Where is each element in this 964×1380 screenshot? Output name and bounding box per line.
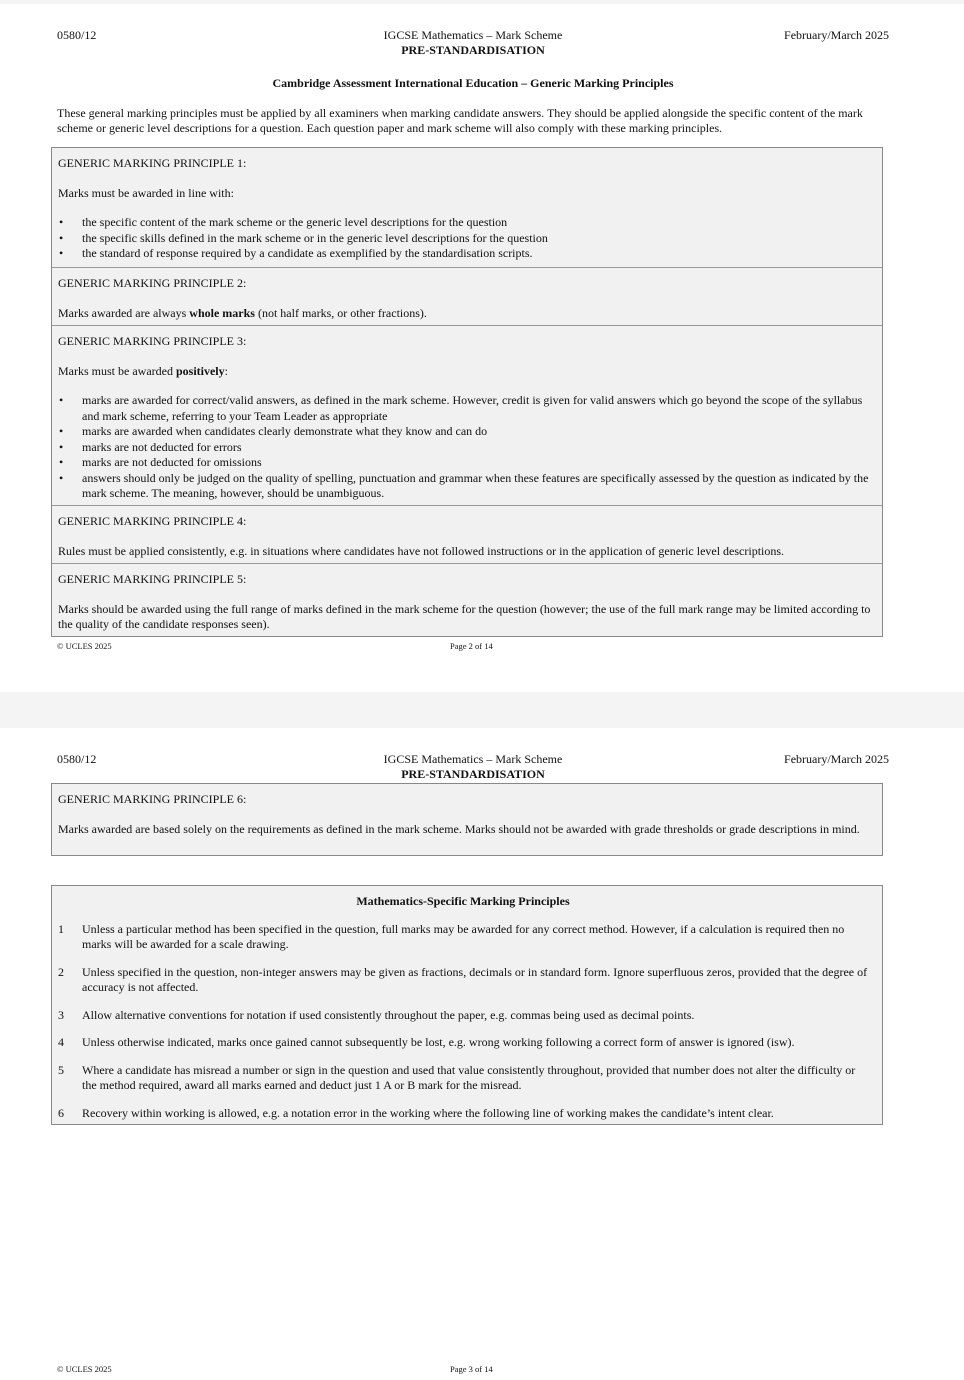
mathematics-principles-title: Mathematics-Specific Marking Principles — [356, 894, 570, 908]
list-item: • marks are awarded when candidates clearly demonstrate what they know and can do — [59, 424, 488, 438]
principle-2-text: Marks awarded are always whole marks (not half marks, or other fractions). — [58, 305, 427, 320]
list-item: • marks are not deducted for omissions — [59, 455, 262, 469]
bullet-icon: • — [59, 215, 64, 229]
principle-1-list — [58, 215, 872, 262]
principle-4-cell — [52, 506, 882, 564]
header-title: IGCSE Mathematics – Mark Scheme — [383, 28, 563, 42]
bullet-icon: • — [59, 424, 64, 438]
bullet-icon: • — [59, 230, 64, 245]
bullet-icon: • — [59, 393, 64, 407]
principle-1-heading: GENERIC MARKING PRINCIPLE 1: — [58, 156, 247, 170]
principle-1-lead: Marks must be awarded in line with: — [58, 185, 234, 200]
principle-2-cell — [52, 268, 882, 326]
header-title: IGCSE Mathematics – Mark Scheme — [383, 752, 563, 766]
document-page-3 — [0, 728, 964, 1380]
principle-3-list — [58, 393, 872, 502]
list-item: • the specific content of the mark scheme or the generic level descriptions for the question — [59, 215, 508, 229]
list-item: 5 Where a candidate has misread a number or sign in the question and used that value consistently throughout, provided that number does not alter the difficulty or the method required, award all marks earned and deduct just 1 A or B mark for the misread. — [58, 1062, 856, 1092]
generic-marking-principles-table — [51, 147, 883, 637]
document-page-2 — [0, 4, 964, 692]
footer-copyright: © UCLES 2025 — [57, 1364, 112, 1374]
principle-3-heading: GENERIC MARKING PRINCIPLE 3: — [58, 334, 247, 348]
principle-4-heading: GENERIC MARKING PRINCIPLE 4: — [58, 514, 247, 528]
principle-2-heading: GENERIC MARKING PRINCIPLE 2: — [58, 276, 247, 290]
list-item: 1 Unless a particular method has been specified in the question, full marks may be awarded for any correct method. However, if a calculation is required then no marks will be awarded for a scale drawing. — [58, 921, 845, 951]
principle-5-text: Marks should be awarded using the full range of marks defined in the mark scheme for the question (however; the use of the full mark range may be limited according to the quality of the candidate responses seen). — [58, 601, 871, 631]
list-item: • marks are awarded for correct/valid answers, as defined in the mark scheme. However, credit is given for valid answers which go beyond the scope of the syllabus and mark scheme, referring to your Team Leader as appropriate — [59, 393, 863, 423]
footer-copyright: © UCLES 2025 — [57, 641, 112, 651]
bullet-icon: • — [59, 455, 64, 469]
list-item: • the specific skills defined in the mark scheme or in the generic level descriptions for the question — [59, 230, 548, 245]
principle-6-table — [51, 783, 883, 856]
footer-page-number: Page 3 of 14 — [450, 1364, 493, 1374]
header-subtitle: PRE-STANDARDISATION — [401, 767, 545, 781]
list-item: • marks are not deducted for errors — [59, 439, 242, 454]
principle-6-heading: GENERIC MARKING PRINCIPLE 6: — [58, 792, 247, 806]
syllabus-code: 0580/12 — [57, 28, 97, 42]
list-item: 2 Unless specified in the question, non-integer answers may be given as fractions, decimals or in standard form. Ignore superfluous zeros, provided that the degree of accuracy is not affected. — [58, 964, 868, 994]
list-item: 3 Allow alternative conventions for notation if used consistently throughout the paper, e.g. commas being used as decimal points. — [58, 1007, 695, 1022]
mathematics-principles-cell — [52, 886, 882, 1124]
list-item: • the standard of response required by a candidate as exemplified by the standardisation scripts. — [59, 246, 533, 260]
mathematics-principles-table — [51, 885, 883, 1125]
emphasis: positively — [175, 363, 225, 378]
principle-5-cell — [52, 564, 882, 636]
bullet-icon: • — [59, 246, 64, 260]
bullet-icon: • — [59, 439, 64, 454]
principle-6-text: Marks awarded are based solely on the requirements as defined in the mark scheme. Marks should not be awarded with grade thresholds or grade descriptions in mind. — [58, 821, 860, 836]
principle-3-lead: Marks must be awarded positively: — [58, 363, 228, 378]
header-subtitle: PRE-STANDARDISATION — [401, 43, 545, 57]
principle-4-text: Rules must be applied consistently, e.g. in situations where candidates have not followed instructions or in the application of generic level descriptions. — [58, 543, 785, 558]
principle-1-cell — [52, 148, 882, 268]
exam-session: February/March 2025 — [784, 752, 889, 766]
section-title: Cambridge Assessment International Education – Generic Marking Principles — [272, 76, 674, 90]
list-item: 6 Recovery within working is allowed, e.g. a notation error in the working where the following line of working makes the candidate’s intent clear. — [58, 1105, 774, 1120]
exam-session: February/March 2025 — [784, 28, 889, 42]
bullet-icon: • — [59, 470, 64, 485]
syllabus-code: 0580/12 — [57, 752, 97, 766]
list-item: • answers should only be judged on the quality of spelling, punctuation and grammar when these features are specifically assessed by the question as indicated by the mark scheme. The meaning, however, should be unambiguous. — [59, 470, 869, 500]
principle-6-cell — [52, 784, 882, 855]
principle-3-cell — [52, 326, 882, 506]
list-item: 4 Unless otherwise indicated, marks once gained cannot subsequently be lost, e.g. wrong working following a correct form of answer is ignored (isw). — [58, 1035, 795, 1049]
principle-5-heading: GENERIC MARKING PRINCIPLE 5: — [58, 572, 247, 586]
emphasis: whole marks — [189, 305, 255, 320]
footer-page-number: Page 2 of 14 — [450, 641, 493, 651]
intro-paragraph: These general marking principles must be applied by all examiners when marking candidate answers. They should be applied alongside the specific content of the mark scheme or generic level descriptions for a question. Each question paper and mark scheme will also comply with these marking principles. — [57, 106, 863, 135]
